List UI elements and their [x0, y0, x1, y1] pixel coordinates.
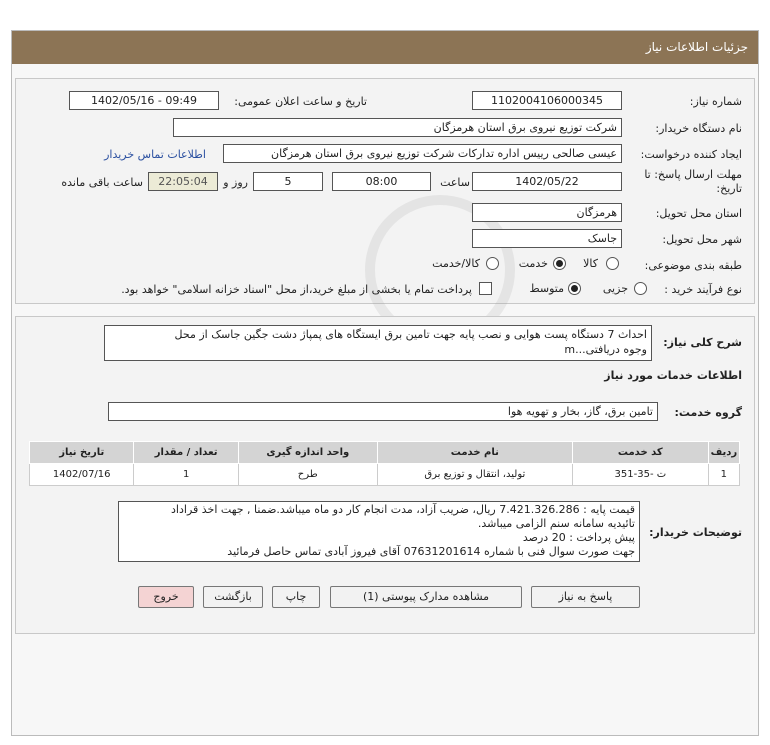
need-number-field: 1102004106000345: [472, 91, 622, 110]
service-group-field: تامین برق، گاز، بخار و تهویه هوا: [108, 402, 658, 421]
category-radio-service[interactable]: [553, 257, 566, 270]
contact-buyer-link[interactable]: اطلاعات تماس خریدار: [104, 148, 206, 161]
back-button[interactable]: بازگشت: [203, 586, 263, 608]
exit-button[interactable]: خروج: [138, 586, 194, 608]
province-field: هرمزگان: [472, 203, 622, 222]
col-row: ردیف: [708, 442, 739, 464]
category-radio-goods-service[interactable]: [486, 257, 499, 270]
table-row: [30, 464, 740, 486]
process-option-minor: جزیی: [602, 282, 628, 295]
summary-box: [104, 325, 652, 361]
category-radio-goods[interactable]: [606, 257, 619, 270]
col-qty: تعداد / مقدار: [134, 442, 238, 464]
cell-code: ت -35-351: [572, 464, 708, 486]
category-option-goods: کالا: [583, 257, 598, 270]
process-option-medium: متوسط: [529, 282, 564, 295]
process-label: نوع فرآیند خرید :: [664, 283, 742, 296]
services-table: [29, 441, 740, 486]
summary-line-1: احداث 7 دستگاه پست هوایی و نصب پایه جهت تامین برق ایستگاه های پمپاژ دشت جگین جاسک از محل: [174, 328, 647, 341]
cell-date: 1402/07/16: [30, 464, 134, 486]
buyer-org-label: نام دستگاه خریدار:: [655, 122, 742, 135]
deadline-time-label: ساعت: [440, 176, 470, 189]
services-section-title: اطلاعات خدمات مورد نیاز: [604, 369, 742, 382]
table-header-row: [30, 442, 740, 464]
category-label: طبقه بندی موضوعی:: [644, 259, 742, 272]
col-name: نام خدمت: [377, 442, 572, 464]
need-number-label: شماره نیاز:: [689, 95, 742, 108]
print-button[interactable]: چاپ: [272, 586, 320, 608]
remaining-label: ساعت باقی مانده: [61, 176, 143, 189]
service-group-label: گروه خدمت:: [674, 406, 742, 419]
payment-note: پرداخت تمام یا بخشی از مبلغ خرید،از محل "اسناد خزانه اسلامی" خواهد بود.: [121, 283, 472, 296]
creator-field: عیسی صالحی رییس اداره تدارکات شرکت توزیع نیروی برق استان هرمزگان: [223, 144, 622, 163]
category-option-goods-service: کالا/خدمت: [432, 257, 480, 270]
treasury-checkbox[interactable]: [479, 282, 492, 295]
province-label: استان محل تحویل:: [655, 207, 742, 220]
announce-label: تاریخ و ساعت اعلان عمومی:: [234, 95, 367, 108]
cell-name: تولید، انتقال و توزیع برق: [377, 464, 572, 486]
creator-label: ایجاد کننده درخواست:: [640, 148, 742, 161]
category-option-service: خدمت: [518, 257, 548, 270]
cell-row: 1: [708, 464, 739, 486]
deadline-label-date: تاریخ:: [716, 182, 742, 195]
cell-unit: طرح: [238, 464, 377, 486]
summary-line-2: وجوه دریافتی...m: [564, 343, 647, 356]
buyer-note-line-4: جهت صورت سوال فنی با شماره 07631201614 آقای فیروز آبادی تماس حاصل فرمائید: [227, 545, 635, 558]
col-date: تاریخ نیاز: [30, 442, 134, 464]
deadline-time-field: 08:00: [332, 172, 431, 191]
days-label: روز و: [223, 176, 248, 189]
col-unit: واحد اندازه گیری: [238, 442, 377, 464]
city-field: جاسک: [472, 229, 622, 248]
deadline-label: مهلت ارسال پاسخ: تا: [644, 168, 742, 181]
reply-button[interactable]: پاسخ به نیاز: [531, 586, 640, 608]
attachments-button[interactable]: مشاهده مدارک پیوستی (1): [330, 586, 522, 608]
buyer-org-field: شرکت توزیع نیروی برق استان هرمزگان: [173, 118, 622, 137]
deadline-date-field: 1402/05/22: [472, 172, 622, 191]
announce-field: 1402/05/16 - 09:49: [69, 91, 219, 110]
days-field: 5: [253, 172, 323, 191]
page-title: جزئیات اطلاعات نیاز: [12, 31, 758, 64]
summary-label: شرح کلی نیاز:: [663, 336, 742, 349]
city-label: شهر محل تحویل:: [662, 233, 742, 246]
buyer-notes-label: توضیحات خریدار:: [649, 526, 742, 539]
buyer-note-line-2: تائیدیه سامانه سنم الزامی میباشد.: [477, 517, 635, 530]
buyer-note-line-1: قیمت پایه : 7.421.326.286 ریال، ضریب آزاد، مدت انجام کار دو ماه میباشد.ضمنا , جهت اخذ قراداد: [171, 503, 635, 516]
remaining-time-field: 22:05:04: [148, 172, 218, 191]
cell-qty: 1: [134, 464, 238, 486]
process-radio-medium[interactable]: [568, 282, 581, 295]
process-radio-minor[interactable]: [634, 282, 647, 295]
buyer-note-line-3: پیش پرداخت : 20 درصد: [522, 531, 635, 544]
col-code: کد خدمت: [572, 442, 708, 464]
